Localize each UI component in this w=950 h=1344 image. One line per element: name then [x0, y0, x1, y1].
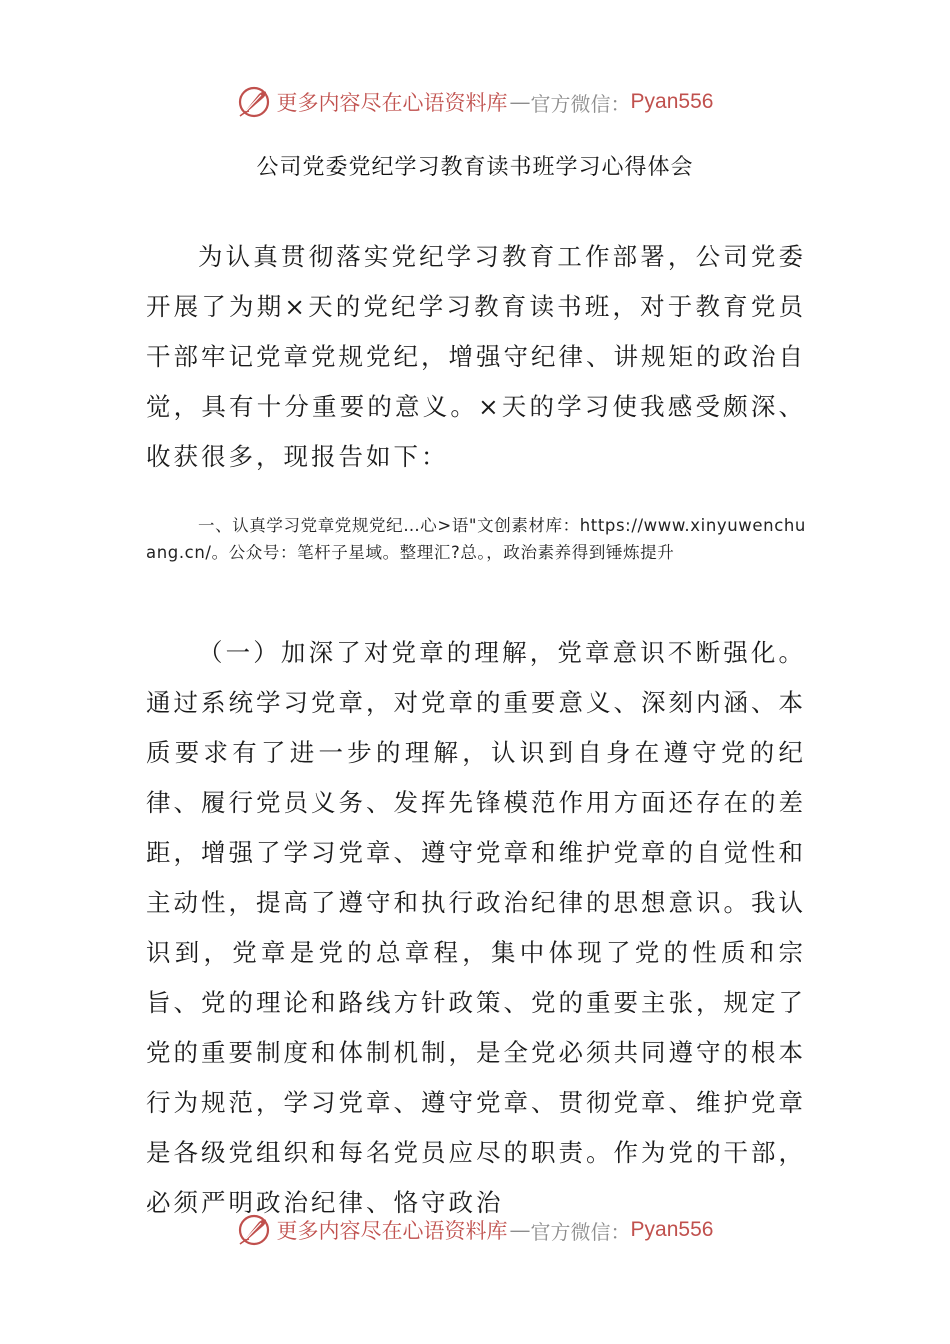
section-heading: 一、认真学习党章党规党纪…心>语"文创素材库：https://www.xinyuwenchuang.cn/。公众号：笔杆子星域。整理汇?总。，政治素养得到锤炼提升	[146, 516, 806, 562]
intro-paragraph: 为认真贯彻落实党纪学习教育工作部署，公司党委开展了为期×天的党纪学习教育读书班，对于教育党员干部牢记党章党规党纪，增强守纪律、讲规矩的政治自觉，具有十分重要的意义。×天的学习使我感受颇深、收获很多，现报告如下：	[146, 242, 806, 471]
banner-wechat-label: 官方微信：	[530, 91, 631, 116]
header-watermark-banner	[0, 80, 950, 124]
banner-slogan: 更多内容尽在心语资料库	[276, 91, 508, 115]
subsection-paragraph: （一）加深了对党章的理解，党章意识不断强化。通过系统学习党章，对党章的重要意义、深刻内涵、本质要求有了进一步的理解，认识到自身在遵守党的纪律、履行党员义务、发挥先锋模范作用方面还存在的差距，增强了学习党章、遵守党章和维护党章的自觉性和主动性，提高了遵守和执行政治纪律的思想意识。我认识到，党章是党的总章程，集中体现了党的性质和宗旨、党的理论和路线方针政策、党的重要主张，规定了党的重要制度和体制机制，是全党必须共同遵守的根本行为规范，学习党章、遵守党章、贯彻党章、维护党章是各级党组织和每名党员应尽的职责。作为党的干部，必须严明政治纪律、恪守政治	[146, 638, 806, 1217]
banner-separator: —	[509, 90, 529, 114]
banner-slogan: 更多内容尽在心语资料库	[276, 1219, 508, 1243]
banner-wechat-id: Pyan556	[630, 1218, 714, 1241]
footer-watermark-banner	[0, 1208, 950, 1252]
quill-logo-icon	[237, 1213, 271, 1247]
banner-wechat-label: 官方微信：	[530, 1219, 631, 1244]
document-title: 公司党委党纪学习教育读书班学习心得体会	[256, 155, 694, 180]
banner-separator: —	[509, 1218, 529, 1242]
banner-wechat-id: Pyan556	[630, 90, 714, 113]
quill-logo-icon	[237, 85, 271, 119]
